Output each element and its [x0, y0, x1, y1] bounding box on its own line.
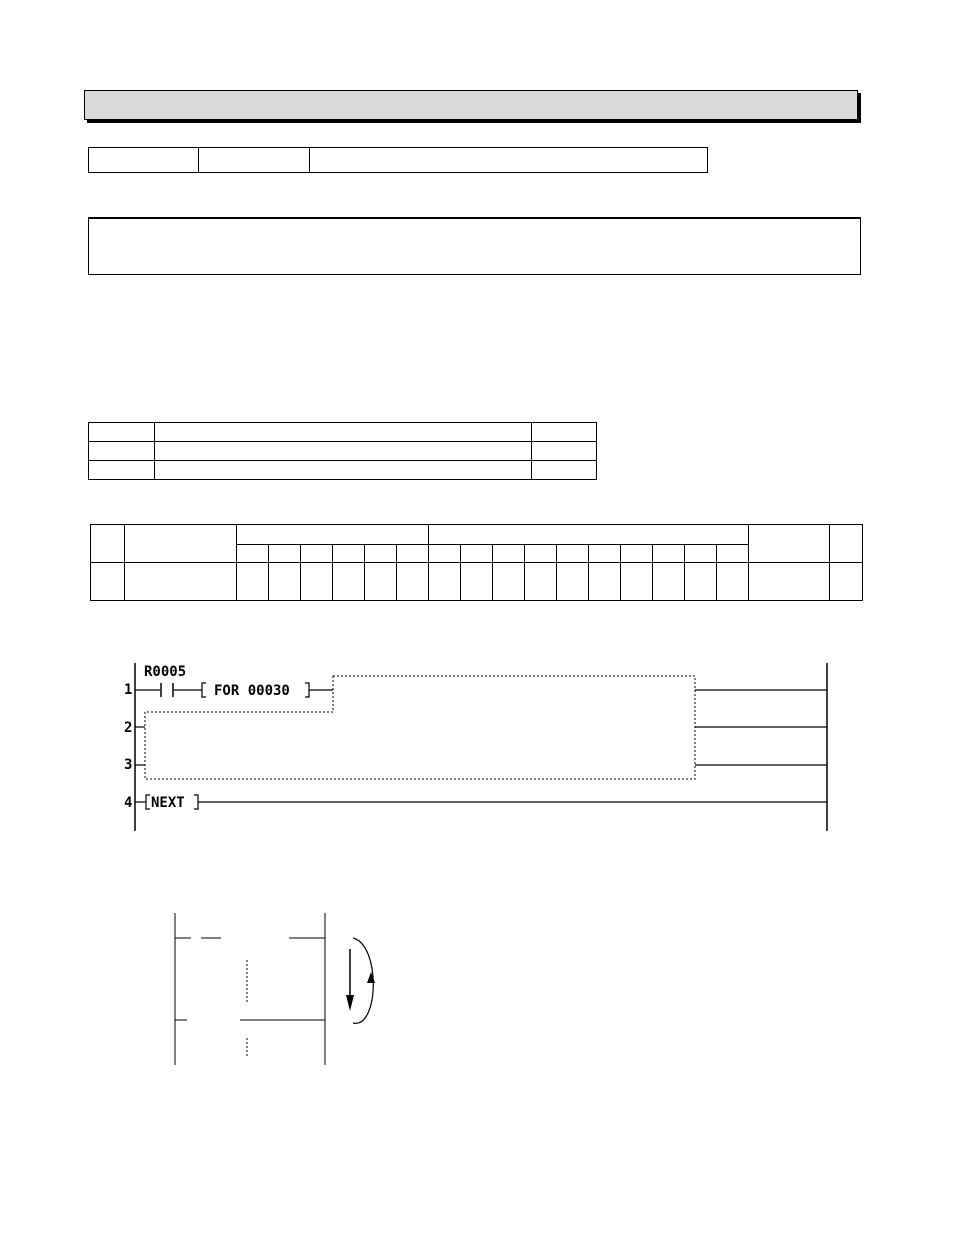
contact-label: R0005 [144, 664, 187, 680]
description-box [88, 217, 861, 275]
bit-cell [301, 563, 333, 601]
bit-cell [557, 545, 589, 563]
bit-cell [621, 563, 653, 601]
table-cell [91, 525, 125, 563]
table-cell [830, 563, 863, 601]
header-cell [89, 148, 199, 172]
bit-cell [237, 545, 269, 563]
table-cell [830, 525, 863, 563]
table-cell [749, 563, 830, 601]
header-cell [310, 148, 707, 172]
bit-cell [429, 563, 461, 601]
bit-cell [333, 563, 365, 601]
header-cell [199, 148, 310, 172]
table-cell [532, 423, 597, 442]
table-cell [532, 461, 597, 480]
bit-cell [365, 563, 397, 601]
flag-table [90, 524, 863, 601]
bit-cell [333, 545, 365, 563]
for-instruction: FOR 00030 [214, 683, 290, 699]
ladder-diagram [110, 655, 840, 835]
bit-cell [397, 545, 429, 563]
bit-cell [269, 563, 301, 601]
bit-cell [621, 545, 653, 563]
bit-cell [493, 563, 525, 601]
bit-cell [301, 545, 333, 563]
bit-cell [461, 563, 493, 601]
instruction-header-row [88, 147, 708, 173]
table-cell [237, 525, 429, 545]
bit-cell [557, 563, 589, 601]
table-cell [89, 461, 155, 480]
table-cell [91, 563, 125, 601]
bit-cell [269, 545, 301, 563]
rung-number: 2 [124, 720, 133, 736]
bit-cell [525, 563, 557, 601]
rung-number: 1 [124, 682, 133, 698]
table-cell [749, 525, 830, 563]
table-cell [89, 442, 155, 461]
bit-cell [525, 545, 557, 563]
bit-cell [237, 563, 269, 601]
table-cell [125, 563, 237, 601]
bit-cell [653, 545, 685, 563]
loop-flow-diagram [165, 905, 385, 1070]
table-cell [155, 461, 532, 480]
table-cell [155, 442, 532, 461]
table-cell [429, 525, 749, 545]
rung-number: 4 [124, 795, 133, 811]
operand-table [88, 422, 597, 480]
bit-cell [461, 545, 493, 563]
bit-cell [589, 545, 621, 563]
bit-cell [717, 563, 749, 601]
section-title-bar [84, 90, 858, 120]
table-cell [532, 442, 597, 461]
table-cell [89, 423, 155, 442]
bit-cell [493, 545, 525, 563]
bit-cell [397, 563, 429, 601]
bit-cell [653, 563, 685, 601]
bit-cell [429, 545, 461, 563]
bit-cell [685, 545, 717, 563]
bit-cell [685, 563, 717, 601]
bit-cell [589, 563, 621, 601]
next-instruction: NEXT [151, 795, 185, 811]
bit-cell [717, 545, 749, 563]
rung-number: 3 [124, 757, 133, 773]
table-cell [125, 525, 237, 563]
bit-cell [365, 545, 397, 563]
table-cell [155, 423, 532, 442]
